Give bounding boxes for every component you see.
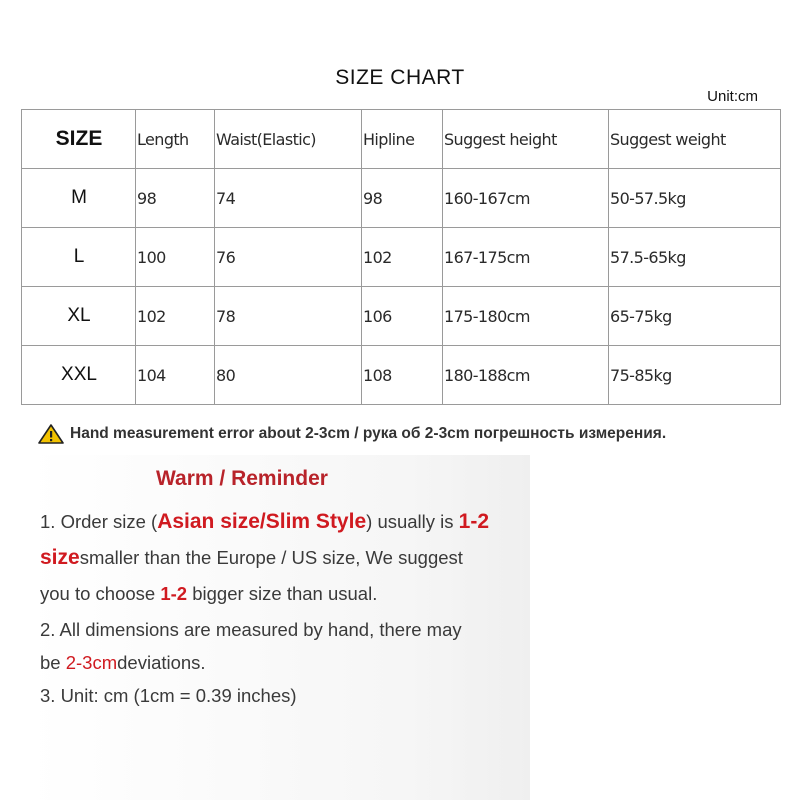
reminder-item-3: 3. Unit: cm (1cm = 0.39 inches) <box>40 685 297 706</box>
length-cell: 104 <box>136 346 215 405</box>
measurement-warning <box>38 424 666 444</box>
table-row <box>22 287 781 346</box>
reminder-text: bigger size than usual. <box>187 583 378 604</box>
reminder-text: 1. Order size ( <box>40 511 158 532</box>
reminder-item-1-line-3 <box>40 583 377 605</box>
hipline-cell: 98 <box>362 169 443 228</box>
weight-cell: 50-57.5kg <box>609 169 781 228</box>
height-cell: 167-175cm <box>443 228 609 287</box>
header-length: Length <box>136 110 215 169</box>
page-title: SIZE CHART <box>335 66 465 89</box>
table-row <box>22 228 781 287</box>
table-row <box>22 169 781 228</box>
size-cell: XL <box>22 287 136 346</box>
header-weight: Suggest weight <box>609 110 781 169</box>
length-cell: 102 <box>136 287 215 346</box>
weight-cell: 65-75kg <box>609 287 781 346</box>
header-waist: Waist(Elastic) <box>215 110 362 169</box>
warning-text: Hand measurement error about 2-3cm / рука об 2-3cm погрешность измерения. <box>70 425 667 442</box>
height-cell: 180-188cm <box>443 346 609 405</box>
height-cell: 175-180cm <box>443 287 609 346</box>
hipline-cell: 108 <box>362 346 443 405</box>
reminder-item-1-line-1 <box>40 510 489 534</box>
weight-cell: 57.5-65kg <box>609 228 781 287</box>
reminder-text: ) usually is <box>366 511 459 532</box>
size-chart-table <box>21 109 781 405</box>
weight-cell: 75-85kg <box>609 346 781 405</box>
size-cell: M <box>22 169 136 228</box>
waist-cell: 76 <box>215 228 362 287</box>
waist-cell: 74 <box>215 169 362 228</box>
waist-cell: 78 <box>215 287 362 346</box>
reminder-item-2-line-1: 2. All dimensions are measured by hand, there may <box>40 619 462 640</box>
hipline-cell: 102 <box>362 228 443 287</box>
reminder-title: Warm / Reminder <box>156 467 328 490</box>
reminder-item-2-line-2 <box>40 652 206 674</box>
length-cell: 100 <box>136 228 215 287</box>
reminder-box <box>30 455 530 800</box>
deviation-highlight: 2-3cm <box>65 652 118 673</box>
waist-cell: 80 <box>215 346 362 405</box>
table-row <box>22 346 781 405</box>
table-header-row <box>22 110 781 169</box>
size-cell: L <box>22 228 136 287</box>
warning-triangle-icon <box>38 424 64 444</box>
height-cell: 160-167cm <box>443 169 609 228</box>
size-cell: XXL <box>22 346 136 405</box>
hipline-cell: 106 <box>362 287 443 346</box>
size-word-highlight: size <box>40 546 80 569</box>
reminder-text: be <box>40 652 66 673</box>
unit-label: Unit:cm <box>707 88 758 105</box>
reminder-text: you to choose <box>40 583 161 604</box>
reminder-item-1-line-2 <box>40 546 463 570</box>
header-hipline: Hipline <box>362 110 443 169</box>
size-range-highlight: 1-2 <box>458 510 490 533</box>
reminder-text: smaller than the Europe / US size, We suggest <box>79 547 463 568</box>
asian-size-highlight: Asian size/Slim Style <box>157 510 367 533</box>
header-size: SIZE <box>22 110 136 169</box>
reminder-text: deviations. <box>117 652 206 673</box>
length-cell: 98 <box>136 169 215 228</box>
header-height: Suggest height <box>443 110 609 169</box>
bigger-size-highlight: 1-2 <box>160 583 188 604</box>
